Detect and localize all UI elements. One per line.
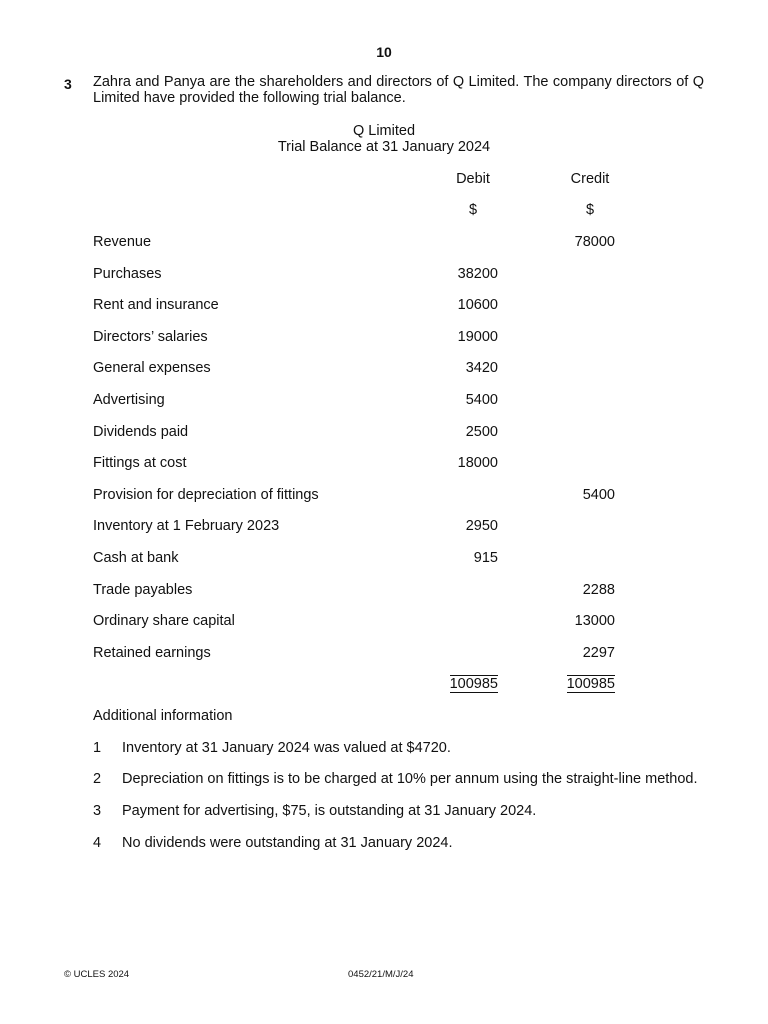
tb-row-label: Purchases bbox=[93, 266, 162, 282]
tb-row-label: Directors’ salaries bbox=[93, 329, 208, 345]
tb-row-debit: 2950 bbox=[465, 518, 498, 534]
tb-row-debit: 2500 bbox=[465, 424, 498, 440]
footer-copyright: © UCLES 2024 bbox=[64, 969, 130, 980]
trial-balance-title: Trial Balance at 31 January 2024 bbox=[277, 139, 491, 155]
tb-row-debit: 19000 bbox=[457, 329, 498, 345]
credit-currency: $ bbox=[585, 202, 595, 218]
info-item-number: 2 bbox=[93, 771, 102, 787]
tb-row-label: Cash at bank bbox=[93, 550, 179, 566]
tb-row-label: Fittings at cost bbox=[93, 455, 187, 471]
tb-row-debit: 5400 bbox=[465, 392, 498, 408]
total-debit: 100985 bbox=[449, 676, 498, 692]
tb-row-label: Trade payables bbox=[93, 582, 193, 598]
tb-row-credit: 13000 bbox=[574, 613, 615, 629]
tb-row-debit: 38200 bbox=[457, 266, 498, 282]
footer-paper-code: 0452/21/M/J/24 bbox=[348, 969, 414, 980]
tb-row-label: Retained earnings bbox=[93, 645, 211, 661]
tb-row-credit: 2288 bbox=[582, 582, 615, 598]
info-item-text: Payment for advertising, $75, is outstanding at 31 January 2024. bbox=[122, 803, 537, 819]
tb-row-label: Revenue bbox=[93, 234, 152, 250]
info-item-number: 1 bbox=[93, 740, 102, 756]
additional-info-heading: Additional information bbox=[93, 708, 233, 724]
tb-row-debit: 3420 bbox=[465, 360, 498, 376]
info-item-text: Depreciation on fittings is to be charged at 10% per annum using the straight-line method. bbox=[122, 771, 698, 787]
tb-row-label: Advertising bbox=[93, 392, 165, 408]
info-item-number: 3 bbox=[93, 803, 102, 819]
tb-row-label: Inventory at 1 February 2023 bbox=[93, 518, 280, 534]
tb-row-label: Dividends paid bbox=[93, 424, 189, 440]
debit-header: Debit bbox=[456, 171, 490, 187]
question-number: 3 bbox=[64, 76, 72, 92]
trial-balance-company: Q Limited bbox=[352, 123, 416, 139]
page-number: 10 bbox=[376, 44, 392, 60]
credit-header: Credit bbox=[570, 171, 610, 187]
tb-row-label: General expenses bbox=[93, 360, 211, 376]
info-item-number: 4 bbox=[93, 835, 102, 851]
tb-row-label: Provision for depreciation of fittings bbox=[93, 487, 319, 503]
tb-row-credit: 78000 bbox=[574, 234, 615, 250]
total-credit: 100985 bbox=[566, 676, 615, 692]
tb-row-credit: 2297 bbox=[582, 645, 615, 661]
question-intro: Zahra and Panya are the shareholders and directors of Q Limited. The company directors of Q Limited have provided the following trial balance. bbox=[93, 74, 704, 106]
tb-row-credit: 5400 bbox=[582, 487, 615, 503]
tb-row-debit: 10600 bbox=[457, 297, 498, 313]
debit-currency: $ bbox=[468, 202, 478, 218]
tb-row-label: Rent and insurance bbox=[93, 297, 219, 313]
info-item-text: No dividends were outstanding at 31 January 2024. bbox=[122, 835, 453, 851]
tb-row-debit: 915 bbox=[473, 550, 498, 566]
info-item-text: Inventory at 31 January 2024 was valued at $4720. bbox=[122, 740, 451, 756]
tb-row-debit: 18000 bbox=[457, 455, 498, 471]
tb-row-label: Ordinary share capital bbox=[93, 613, 235, 629]
